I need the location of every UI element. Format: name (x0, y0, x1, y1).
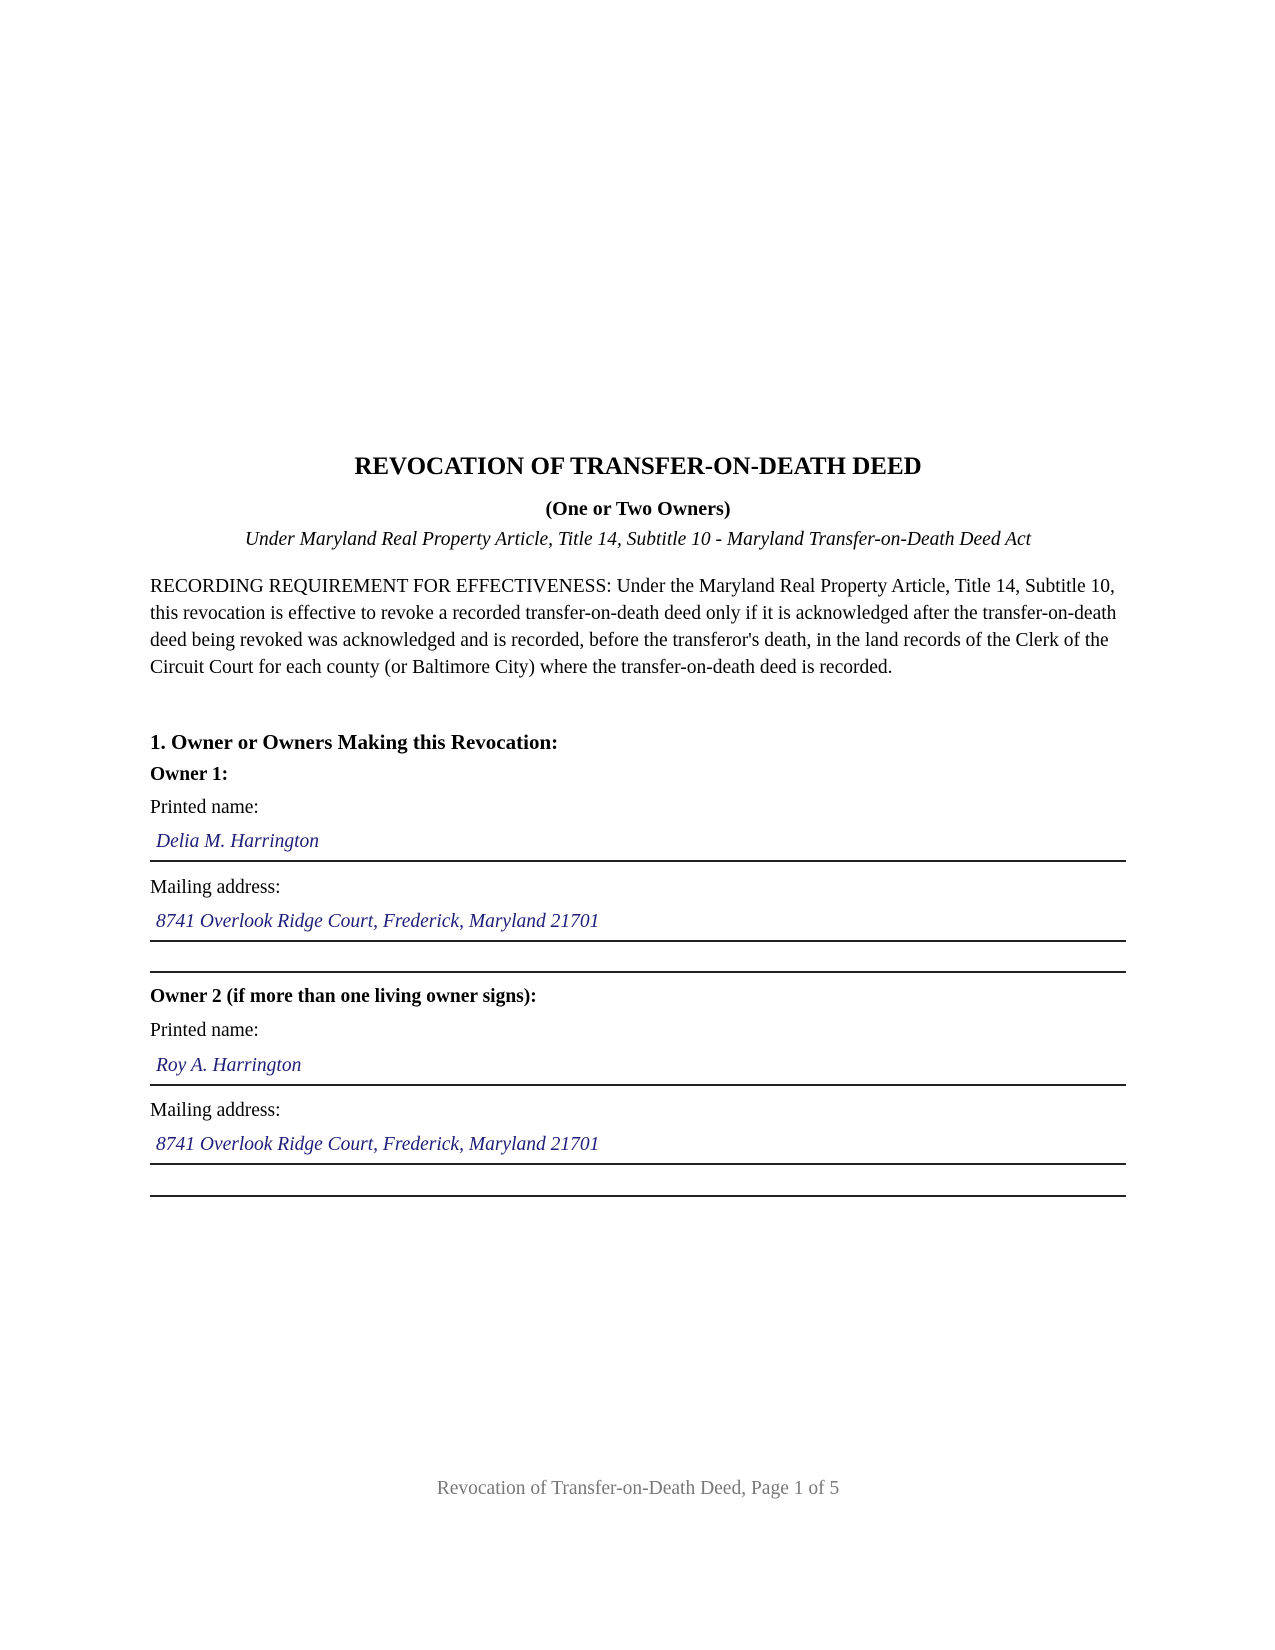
statute-reference: Under Maryland Real Property Article, Title 14, Subtitle 10 - Maryland Transfer-on-Death Deed Act (244, 529, 1032, 550)
recording-requirement-paragraph: RECORDING REQUIREMENT FOR EFFECTIVENESS: Under the Maryland Real Property Article, Title 14, Subtitle 10, this revocation is effective to revoke a recorded transfer-on-death deed only if it is acknowledged after the transfer-on-death deed being revoked was acknowledged and is recorded, before the transferor's death, in the land records of the Clerk of the Circuit Court for each county (or Baltimore City) where the transfer-on-death deed is recorded. (150, 576, 1117, 678)
owner-2-address-underline (150, 1163, 1126, 1165)
owner-2-address-line-2[interactable] (150, 1195, 1126, 1197)
document-subtitle: (One or Two Owners) (545, 498, 731, 520)
owner-2-name-label: Printed name: (150, 1020, 259, 1041)
owner-1-heading: Owner 1: (150, 764, 229, 785)
owner-2-name-underline (150, 1084, 1126, 1086)
owner-1-name-underline (150, 860, 1126, 862)
section-1-heading: 1. Owner or Owners Making this Revocation: (150, 730, 559, 754)
owner-2-address-field[interactable]: 8741 Overlook Ridge Court, Frederick, Maryland 21701 (156, 1134, 600, 1155)
owner-1-address-label: Mailing address: (150, 877, 281, 898)
document-page (150, 0, 1126, 1650)
owner-2-name-field[interactable]: Roy A. Harrington (156, 1055, 302, 1076)
owner-2-heading: Owner 2 (if more than one living owner signs): (150, 986, 537, 1007)
owner-1-address-field[interactable]: 8741 Overlook Ridge Court, Frederick, Maryland 21701 (156, 911, 600, 932)
owner-1-address-underline (150, 940, 1126, 942)
owner-1-name-label: Printed name: (150, 797, 259, 818)
owner-2-address-label: Mailing address: (150, 1100, 281, 1121)
document-title: REVOCATION OF TRANSFER-ON-DEATH DEED (354, 453, 922, 480)
owner-1-address-line-2[interactable] (150, 971, 1126, 973)
owner-1-name-field[interactable]: Delia M. Harrington (156, 831, 320, 852)
page-footer: Revocation of Transfer-on-Death Deed, Page 1 of 5 (436, 1478, 840, 1499)
